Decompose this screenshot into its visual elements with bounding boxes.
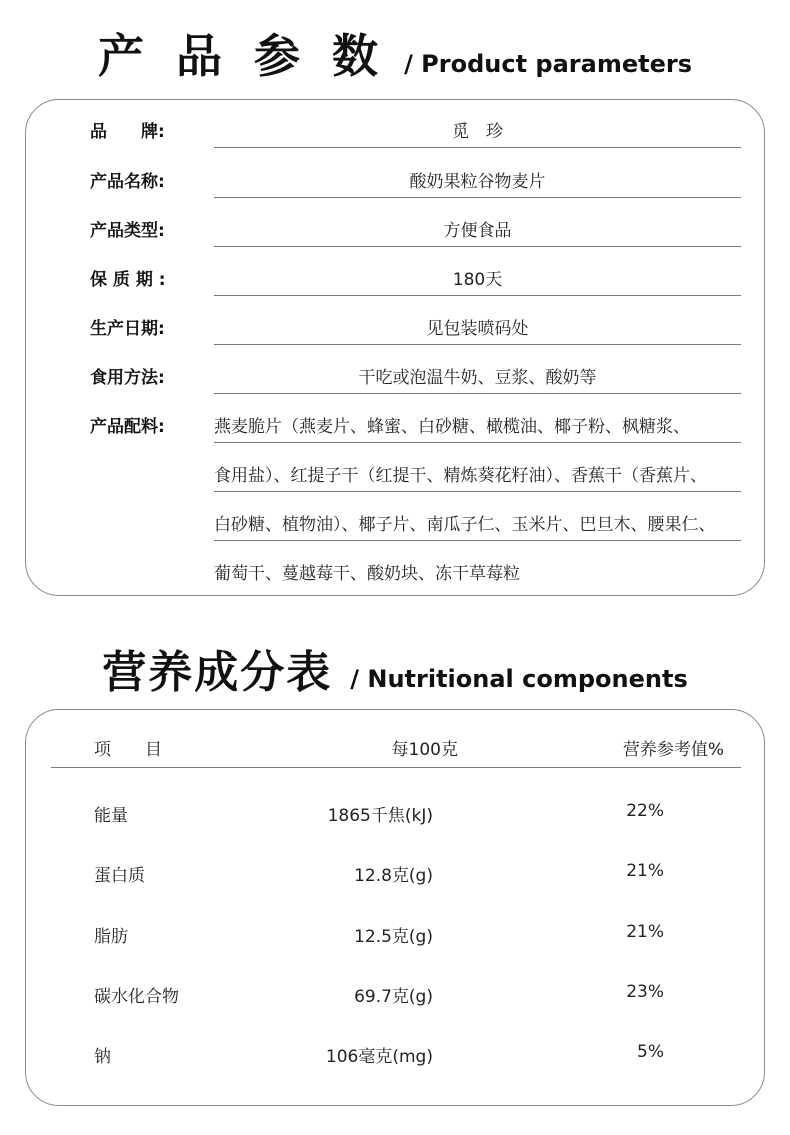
nutrition-header [51,735,741,768]
divider [214,197,741,198]
header-nrv: 营养参考值% [622,740,724,760]
param-label: 产品类型: [90,221,165,241]
ingredients-text: 燕麦脆片（燕麦片、蜂蜜、白砂糖、橄榄油、椰子粉、枫糖浆、 [214,417,690,437]
nutrient-amount: 1865千焦(kJ) [327,806,433,826]
nutrient-amount: 106毫克(mg) [325,1047,433,1067]
nutrient-nrv: 22% [626,801,664,821]
param-value: 觅 珍 [452,122,503,142]
nutrition-title [0,636,790,700]
nutrient-name: 钠 [94,1047,111,1067]
param-value: 见包装喷码处 [426,319,529,339]
ingredients-text: 白砂糖、植物油）、椰子片、南瓜子仁、玉米片、巴旦木、腰果仁、 [214,515,716,535]
nutrition-row [26,1038,766,1068]
nutrition-row [26,918,766,948]
param-label: 产品配料: [90,417,165,437]
nutrient-nrv: 5% [637,1042,664,1062]
nutrition-row [26,857,766,887]
param-label: 保 质 期 : [90,270,166,290]
nutrient-amount: 12.8克(g) [354,866,433,886]
ingredients-text: 葡萄干、蔓越莓干、酸奶块、冻干草莓粒 [214,564,520,584]
params-title-cn: 产 品 参 数 [98,29,387,83]
ingredients-line [214,550,741,590]
nutrition-row [26,978,766,1008]
nutrition-row [26,797,766,827]
nutrient-name: 能量 [94,806,128,826]
ingredients-text: 食用盐）、红提子干（红提干、精炼葵花籽油）、香蕉干（香蕉片、 [214,466,707,486]
param-label: 食用方法: [90,368,165,388]
param-value: 方便食品 [443,221,512,241]
nutrient-amount: 12.5克(g) [354,927,433,947]
param-row-shelf-life [26,256,766,296]
nutrient-nrv: 23% [626,982,664,1002]
header-item: 项 目 [94,740,162,760]
divider [214,393,741,394]
nutrient-name: 脂肪 [94,927,128,947]
param-row-production-date [26,305,766,345]
divider [214,344,741,345]
nutrient-name: 碳水化合物 [94,987,179,1007]
params-title [0,20,790,86]
divider [214,442,741,443]
divider [214,147,741,148]
params-title-en: / Product parameters [404,50,692,78]
ingredients-line [214,501,741,541]
param-value: 干吃或泡温牛奶、豆浆、酸奶等 [358,368,597,388]
divider [214,295,741,296]
param-row-brand [26,108,766,148]
ingredients-line [214,452,741,492]
param-row-name [26,158,766,198]
ingredients-line [214,403,741,443]
divider [214,246,741,247]
param-row-type [26,207,766,247]
divider [214,540,741,541]
nutrition-panel [25,709,765,1106]
param-label: 生产日期: [90,319,165,339]
param-value: 酸奶果粒谷物麦片 [409,172,546,192]
nutrition-title-en: / Nutritional components [350,665,688,693]
param-value: 180天 [452,270,503,290]
params-panel [25,99,765,596]
divider [214,491,741,492]
nutrient-amount: 69.7克(g) [354,987,433,1007]
nutrition-title-cn: 营养成分表 [102,647,333,698]
nutrient-nrv: 21% [626,922,664,942]
param-row-usage [26,354,766,394]
nutrient-name: 蛋白质 [94,866,145,886]
param-label: 产品名称: [90,172,165,192]
param-label: 品 牌: [90,122,165,142]
header-per100: 每100克 [391,740,458,760]
nutrient-nrv: 21% [626,861,664,881]
